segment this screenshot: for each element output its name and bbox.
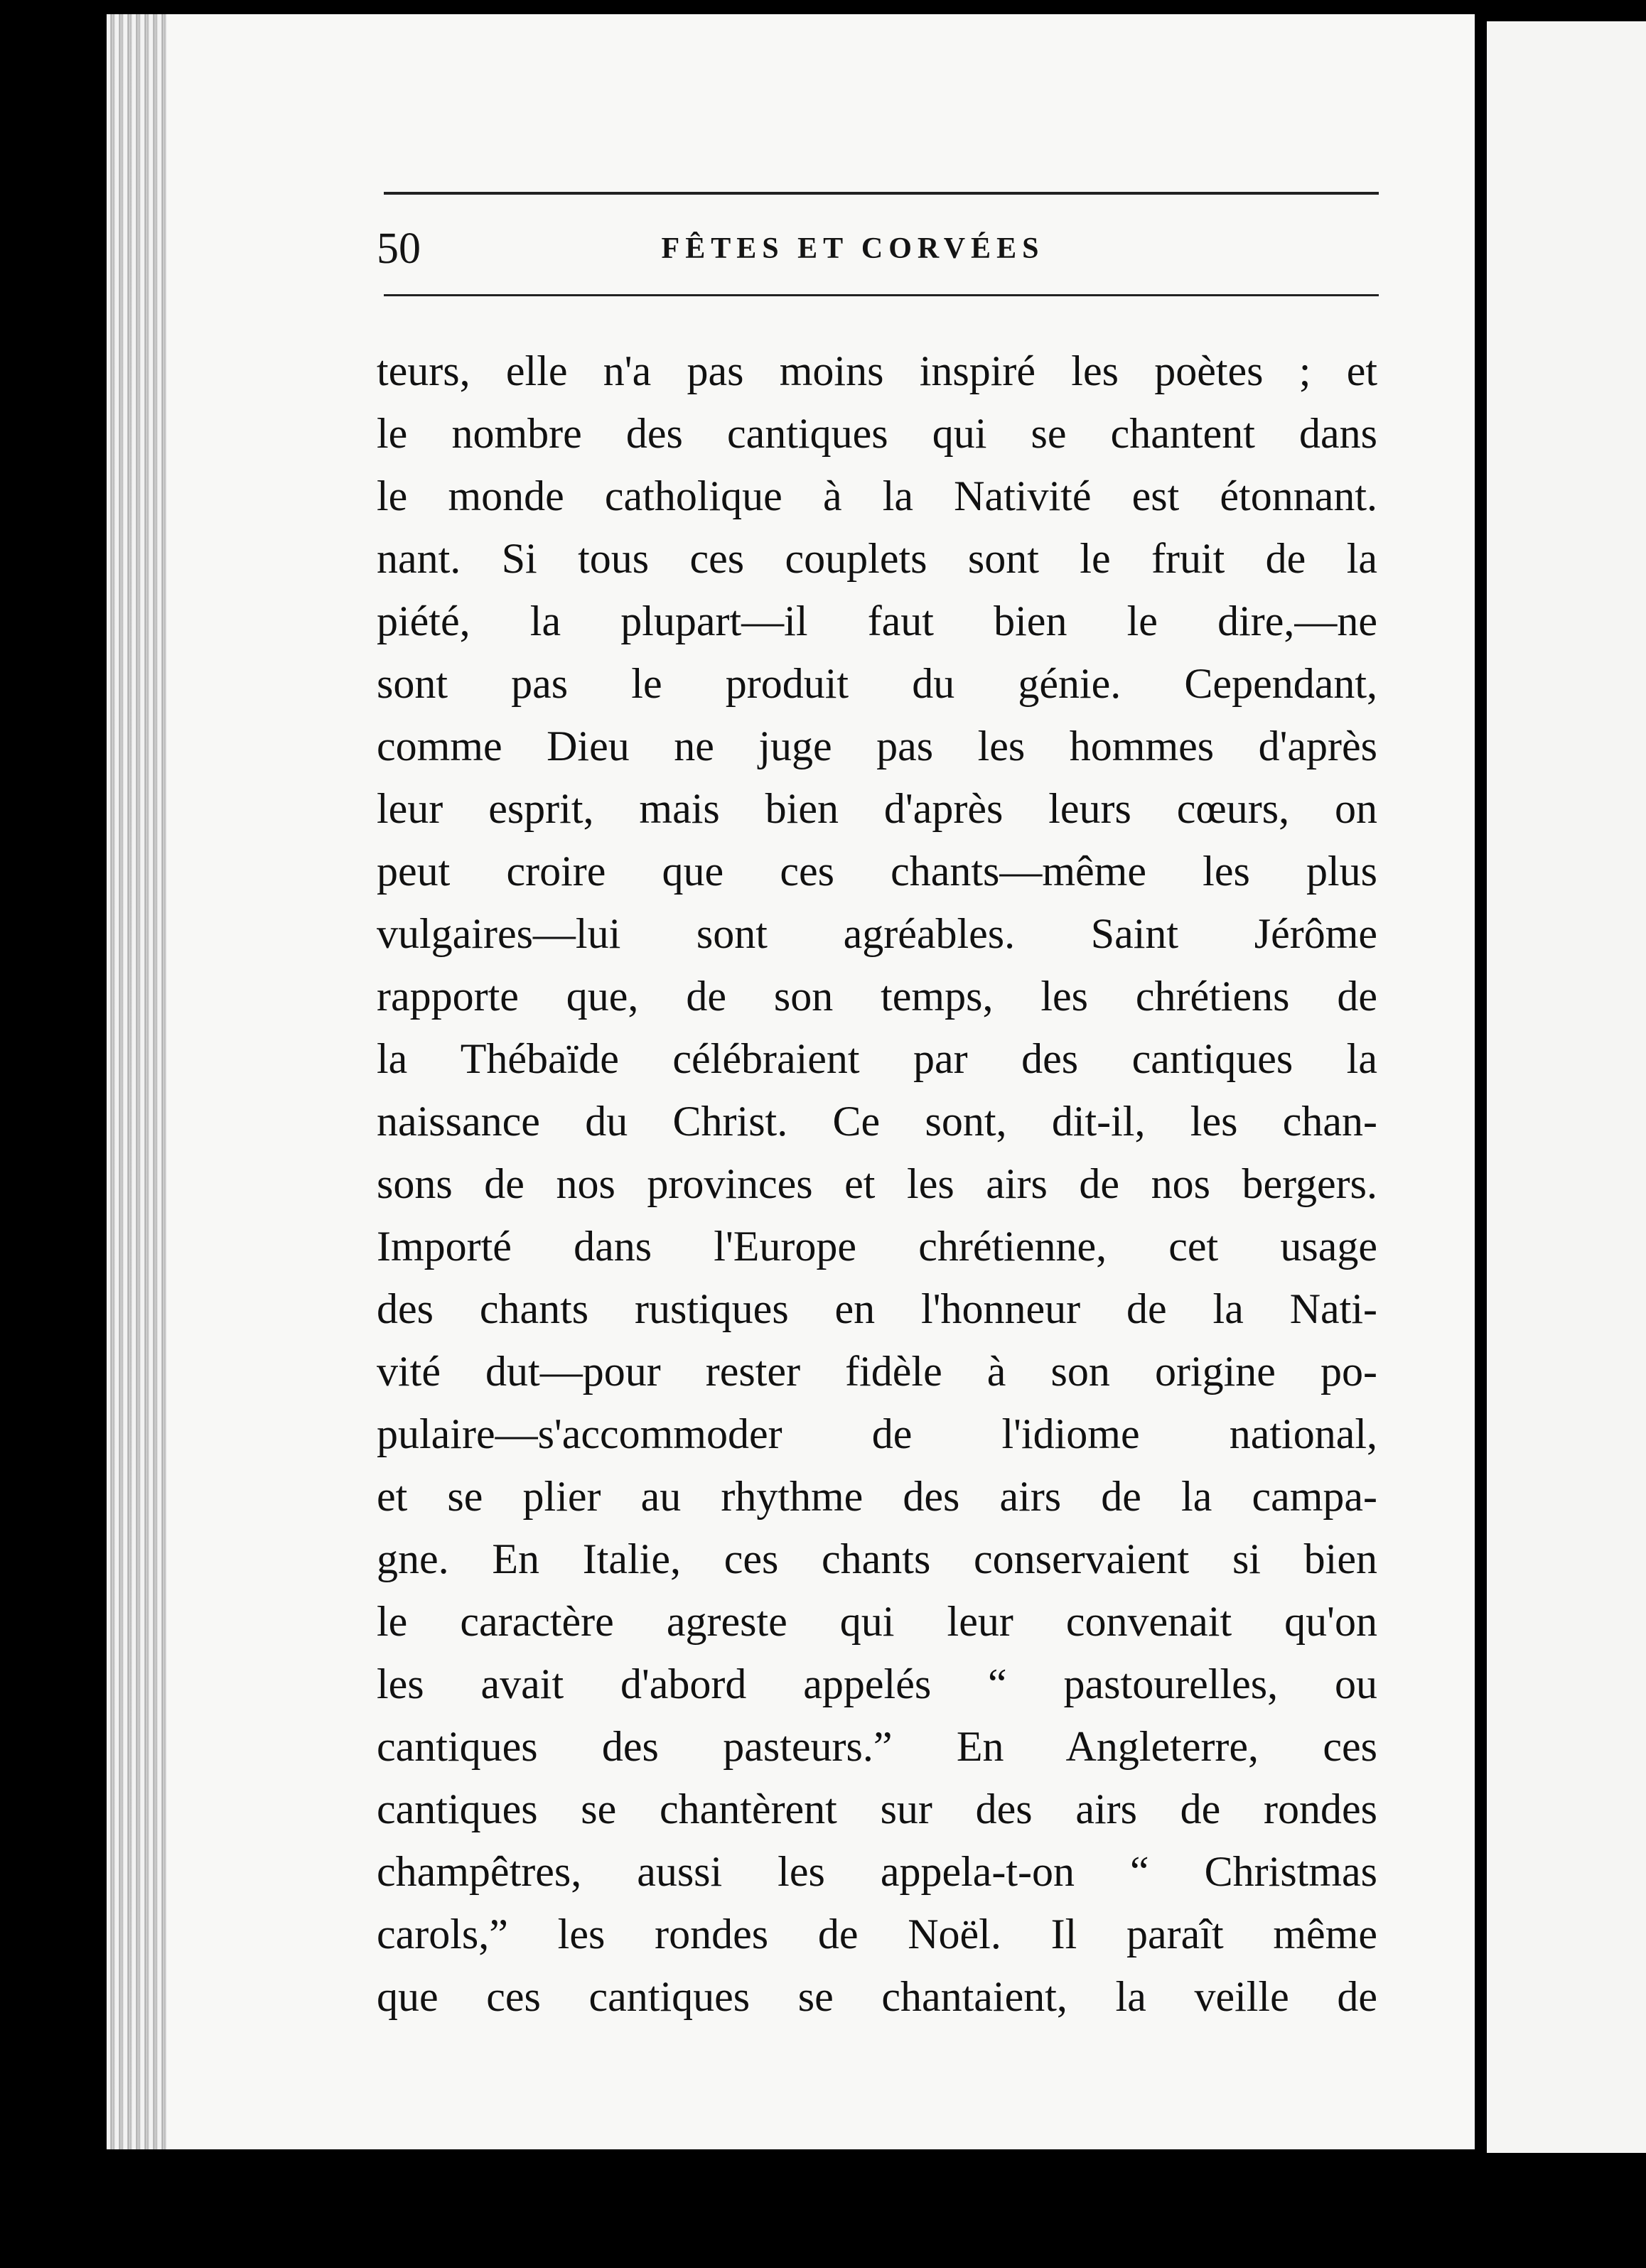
text-line: le monde catholique à la Nativité est étonnant.	[377, 472, 1377, 519]
text-line: peut croire que ces chants—même les plus	[377, 848, 1377, 895]
text-line: pulaire—s'accommoder de l'idiome national,	[377, 1410, 1377, 1457]
text-line: nant. Si tous ces couplets sont le fruit de la	[377, 535, 1377, 582]
text-line: naissance du Christ. Ce sont, dit-il, les chan-	[377, 1098, 1377, 1145]
text-line: cantiques des pasteurs.” En Angleterre, ces	[377, 1723, 1377, 1770]
body-text	[377, 340, 1377, 2028]
text-line: Importé dans l'Europe chrétienne, cet usage	[377, 1223, 1377, 1270]
running-title: FÊTES ET CORVÉES	[661, 232, 1045, 265]
text-line: le nombre des cantiques qui se chantent dans	[377, 410, 1377, 457]
text-line: sont pas le produit du génie. Cependant,	[377, 660, 1377, 707]
text-line: la Thébaïde célébraient par des cantiques la	[377, 1035, 1377, 1082]
text-line: teurs, elle n'a pas moins inspiré les poètes ; et	[377, 347, 1377, 394]
header-rule-bottom	[384, 294, 1379, 296]
text-line: comme Dieu ne juge pas les hommes d'après	[377, 723, 1377, 770]
gutter	[1475, 0, 1487, 2268]
text-line: rapporte que, de son temps, les chrétiens de	[377, 973, 1377, 1020]
text-line: le caractère agreste qui leur convenait qu'on	[377, 1598, 1377, 1645]
text-line: les avait d'abord appelés “ pastourelles, ou	[377, 1660, 1377, 1707]
text-line: vulgaires—lui sont agréables. Saint Jérôme	[377, 910, 1377, 957]
text-line: champêtres, aussi les appela-t-on “ Christmas	[377, 1848, 1377, 1895]
text-line: des chants rustiques en l'honneur de la Nati-	[377, 1285, 1377, 1332]
text-line: vité dut—pour rester fidèle à son origine po-	[377, 1348, 1377, 1395]
text-line: piété, la plupart—il faut bien le dire,—ne	[377, 598, 1377, 644]
text-line: que ces cantiques se chantaient, la veille de	[377, 1973, 1377, 2020]
facing-page-edge	[1487, 21, 1646, 2153]
page-edges	[107, 14, 174, 2149]
text-line: sons de nos provinces et les airs de nos bergers.	[377, 1160, 1377, 1207]
running-head	[377, 217, 1386, 281]
text-line: gne. En Italie, ces chants conservaient si bien	[377, 1535, 1377, 1582]
page-number: 50	[377, 225, 421, 273]
text-line: carols,” les rondes de Noël. Il paraît même	[377, 1911, 1377, 1958]
text-line: cantiques se chantèrent sur des airs de rondes	[377, 1786, 1377, 1832]
header-rule-top	[384, 192, 1379, 195]
text-line: et se plier au rhythme des airs de la campa-	[377, 1473, 1377, 1520]
text-line: leur esprit, mais bien d'après leurs cœurs, on	[377, 785, 1377, 832]
